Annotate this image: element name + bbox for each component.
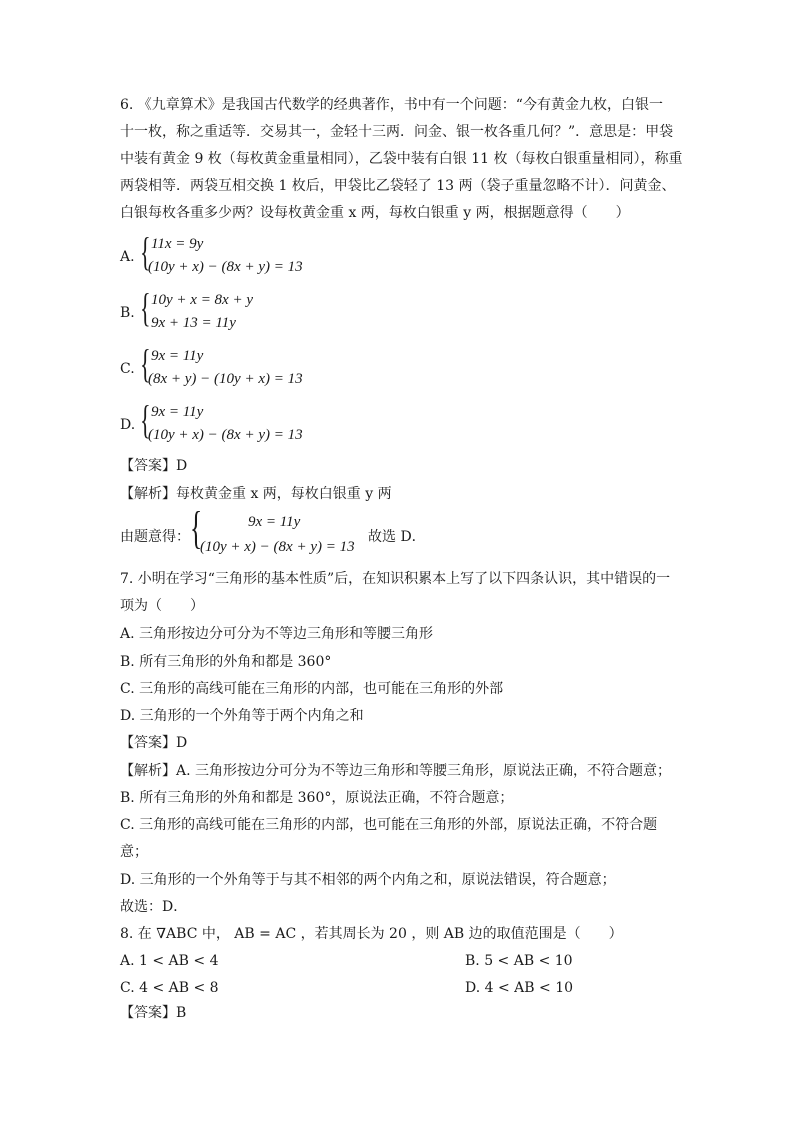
q7-analysis-5: D. 三角形的一个外角等于与其不相邻的两个内角之和，原说法错误，符合题意； — [120, 872, 616, 888]
option-label: D. — [120, 417, 136, 433]
equation-2: 9x + 13 = 11y — [151, 315, 236, 331]
brace-icon: { — [140, 341, 151, 386]
q7-analysis-3: C. 三角形的高线可能在三角形的内部，也可能在三角形的外部，原说法正确，不符合题 — [120, 817, 658, 833]
option-label: B. — [120, 305, 135, 321]
q8-stem: 8. 在 ∇ABC 中， AB = AC ，若其周长为 20 ，则 AB 边的取值范围是（ ） — [120, 926, 623, 942]
q7-analysis-6: 故选：D． — [120, 899, 188, 915]
q8-option-d: D. 4 < AB < 10 — [465, 980, 574, 996]
q6-line-4: 两袋相等．两袋互相交换 1 枚后，甲袋比乙袋轻了 13 两（袋子重量忽略不计）．问黄金、 — [120, 178, 676, 194]
q8-option-b: B. 5 < AB < 10 — [465, 953, 573, 969]
q8-option-a: A. 1 < AB < 4 — [120, 953, 219, 969]
q7-option-a: A. 三角形按边分可分为不等边三角形和等腰三角形 — [120, 626, 434, 642]
q7-analysis-4: 意； — [120, 844, 148, 860]
equation-2: (10y + x) − (8x + y) = 13 — [148, 427, 303, 443]
q6-derive-suffix: 故选 D． — [368, 529, 426, 545]
brace-icon: { — [190, 502, 203, 553]
q6-line-2: 十一枚，称之重适等．交易其一，金轻十三两．问金、银一枚各重几何？”．意思是：甲袋 — [120, 124, 674, 140]
q6-line-1: 6. 《九章算术》是我国古代数学的经典著作，书中有一个问题：“今有黄金九枚，白银一 — [120, 97, 663, 113]
q7-line-1: 7. 小明在学习“三角形的基本性质”后，在知识积累本上写了以下四条认识，其中错误的一 — [120, 571, 671, 587]
equation-1: 10y + x = 8x + y — [151, 292, 253, 308]
q7-analysis-2: B. 所有三角形的外角和都是 360°，原说法正确，不符合题意； — [120, 790, 514, 806]
equation-1: 11x = 9y — [151, 236, 204, 252]
brace-icon: { — [140, 397, 151, 442]
q6-line-5: 白银每枚各重多少两？设每枚黄金重 x 两，每枚白银重 y 两，根据题意得（ ） — [120, 205, 630, 221]
option-label: C. — [120, 361, 135, 377]
equation-2: (10y + x) − (8x + y) = 13 — [148, 259, 303, 275]
brace-icon: { — [140, 229, 151, 274]
q7-analysis-1: 【解析】A. 三角形按边分可分为不等边三角形和等腰三角形，原说法正确，不符合题意； — [120, 763, 672, 779]
q7-option-b: B. 所有三角形的外角和都是 360° — [120, 654, 332, 670]
q6-derive-eq2: (10y + x) − (8x + y) = 13 — [200, 539, 355, 555]
q8-answer: 【答案】B — [120, 1005, 187, 1021]
q6-derive-eq1: 9x = 11y — [248, 514, 301, 530]
q7-line-2: 项为（ ） — [120, 598, 204, 614]
q8-option-c: C. 4 < AB < 8 — [120, 980, 219, 996]
brace-icon: { — [140, 285, 151, 330]
option-label: A. — [120, 249, 135, 265]
equation-2: (8x + y) − (10y + x) = 13 — [148, 371, 303, 387]
q6-line-3: 中装有黄金 9 枚（每枚黄金重量相同），乙袋中装有白银 11 枚（每枚白银重量相同），称重 — [120, 151, 683, 167]
q6-answer: 【答案】D — [120, 458, 188, 474]
q7-option-d: D. 三角形的一个外角等于两个内角之和 — [120, 708, 364, 724]
q6-analysis: 【解析】每枚黄金重 x 两，每枚白银重 y 两 — [120, 486, 392, 502]
equation-1: 9x = 11y — [151, 348, 204, 364]
q7-option-c: C. 三角形的高线可能在三角形的内部，也可能在三角形的外部 — [120, 681, 504, 697]
equation-1: 9x = 11y — [151, 404, 204, 420]
q7-answer: 【答案】D — [120, 735, 188, 751]
q6-derive-prefix: 由题意得： — [120, 529, 190, 545]
